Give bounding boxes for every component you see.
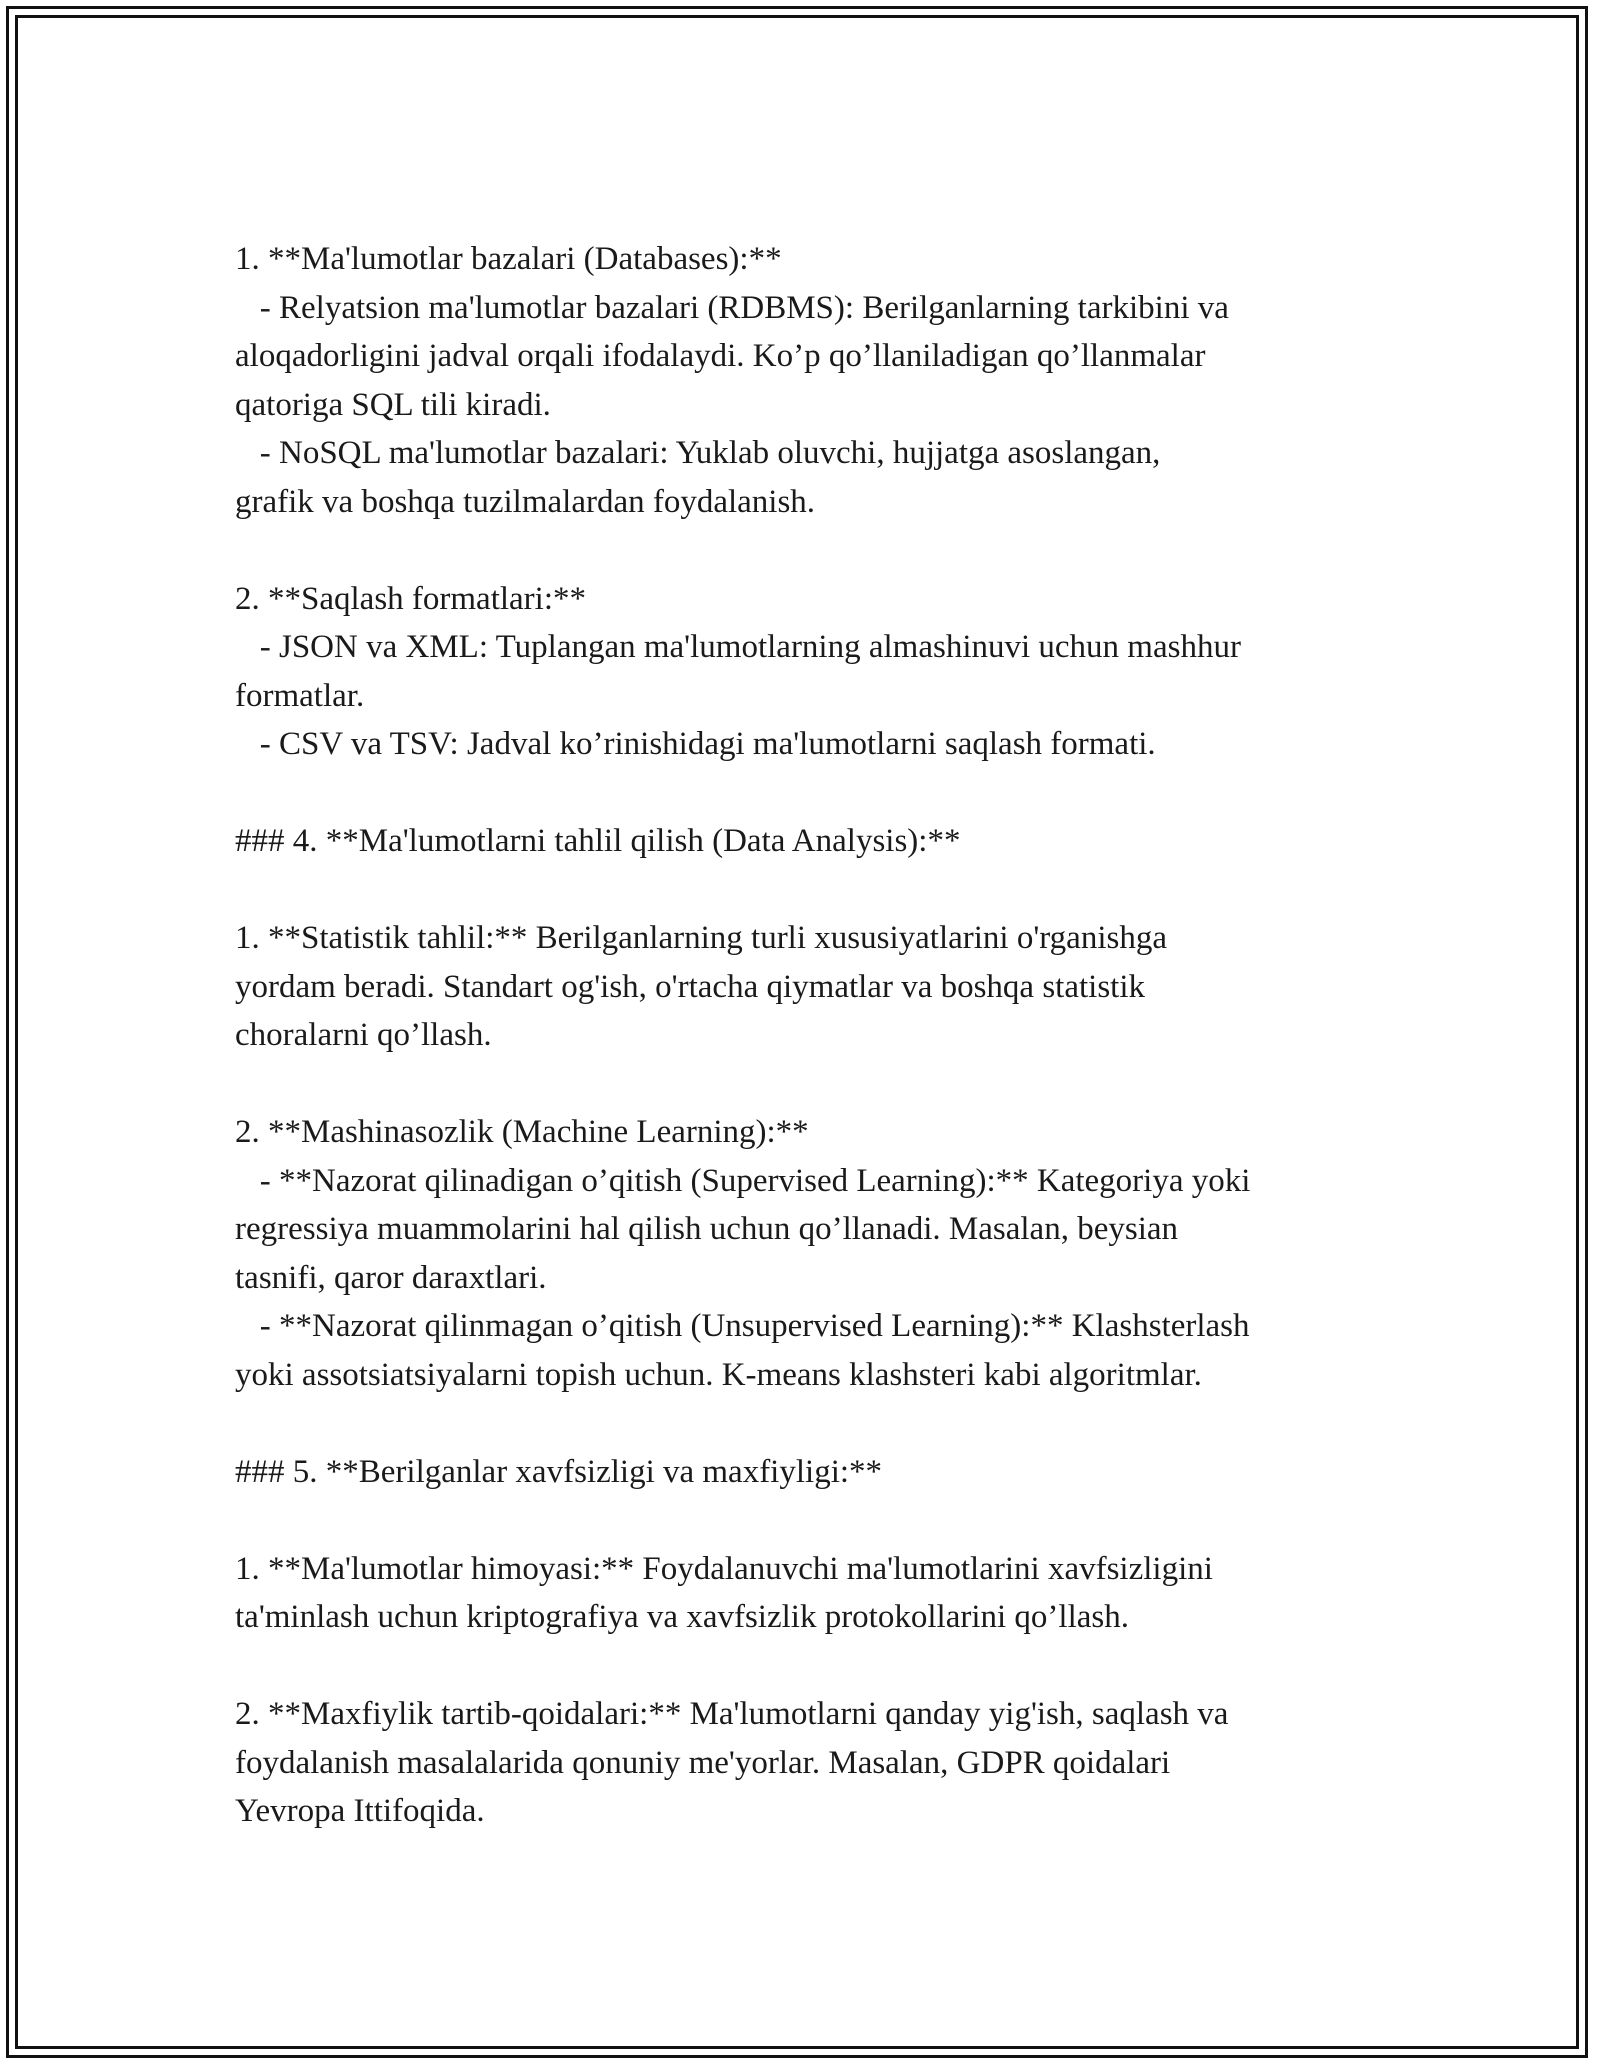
list-item-data-protection: 1. **Ma'lumotlar himoyasi:** Foydalanuvchi ma'lumotlarini xavfsizligini [235,1550,1213,1587]
list-item-databases-heading: 1. **Ma'lumotlar bazalari (Databases):** [235,241,782,277]
text-line: regressiya muammolarini hal qilish uchun qo’llanadi. Masalan, beysian [235,1211,1179,1247]
list-item-privacy-rules: 2. **Maxfiylik tartib-qoidalari:** Ma'lumotlarni qanday yig'ish, saqlash va [235,1696,1229,1732]
text-line: - NoSQL ma'lumotlar bazalari: Yuklab oluvchi, hujjatga asoslangan, [235,435,1161,471]
text-line: choralarni qo’llash. [235,1017,492,1053]
text-line: grafik va boshqa tuzilmalardan foydalanish. [235,483,816,520]
list-item-statistical-analysis: 1. **Statistik tahlil:** Berilganlarning turli xususiyatlarini o'rganishga [235,920,1167,956]
text-line: foydalanish masalalarida qonuniy me'yorlar. Masalan, GDPR qoidalari [235,1744,1171,1781]
text-line: - CSV va TSV: Jadval ko’rinishidagi ma'lumotlarni saqlash formati. [235,726,1156,762]
text-line: - **Nazorat qilinmagan o’qitish (Unsupervised Learning):** Klashsterlash [235,1308,1250,1344]
text-line: - **Nazorat qilinadigan o’qitish (Supervised Learning):** Kategoriya yoki [235,1162,1251,1199]
text-line: aloqadorligini jadval orqali ifodalaydi. Ko’p qo’llaniladigan qo’llanmalar [235,338,1206,374]
blank-line [235,1496,1375,1545]
blank-line [235,526,1375,575]
blank-line [235,1642,1375,1691]
text-line: tasnifi, qaror daraxtlari. [235,1259,547,1296]
text-line: qatoriga SQL tili kiradi. [235,386,551,423]
text-line: - JSON va XML: Tuplangan ma'lumotlarning almashinuvi uchun mashhur [235,629,1241,665]
list-item-storage-formats-heading: 2. **Saqlash formatlari:** [235,580,587,617]
section-heading-security-privacy: ### 5. **Berilganlar xavfsizligi va maxfiyligi:** [235,1453,883,1490]
blank-line [235,866,1375,915]
text-line: - Relyatsion ma'lumotlar bazalari (RDBMS): Berilganlarning tarkibini va [235,289,1229,326]
section-heading-data-analysis: ### 4. **Ma'lumotlarni tahlil qilish (Data Analysis):** [235,823,961,859]
document-body [235,235,1375,1836]
text-line: yoki assotsiatsiyalarni topish uchun. K-means klashsteri kabi algoritmlar. [235,1356,1202,1393]
list-item-machine-learning-heading: 2. **Mashinasozlik (Machine Learning):** [235,1114,809,1150]
text-line: ta'minlash uchun kriptografiya va xavfsizlik protokollarini qo’llash. [235,1599,1129,1635]
text-line: yordam beradi. Standart og'ish, o'rtacha qiymatlar va boshqa statistik [235,968,1145,1005]
text-line: Yevropa Ittifoqida. [235,1793,485,1829]
blank-line [235,1060,1375,1109]
blank-line [235,769,1375,818]
text-line: formatlar. [235,677,365,714]
blank-line [235,1399,1375,1448]
